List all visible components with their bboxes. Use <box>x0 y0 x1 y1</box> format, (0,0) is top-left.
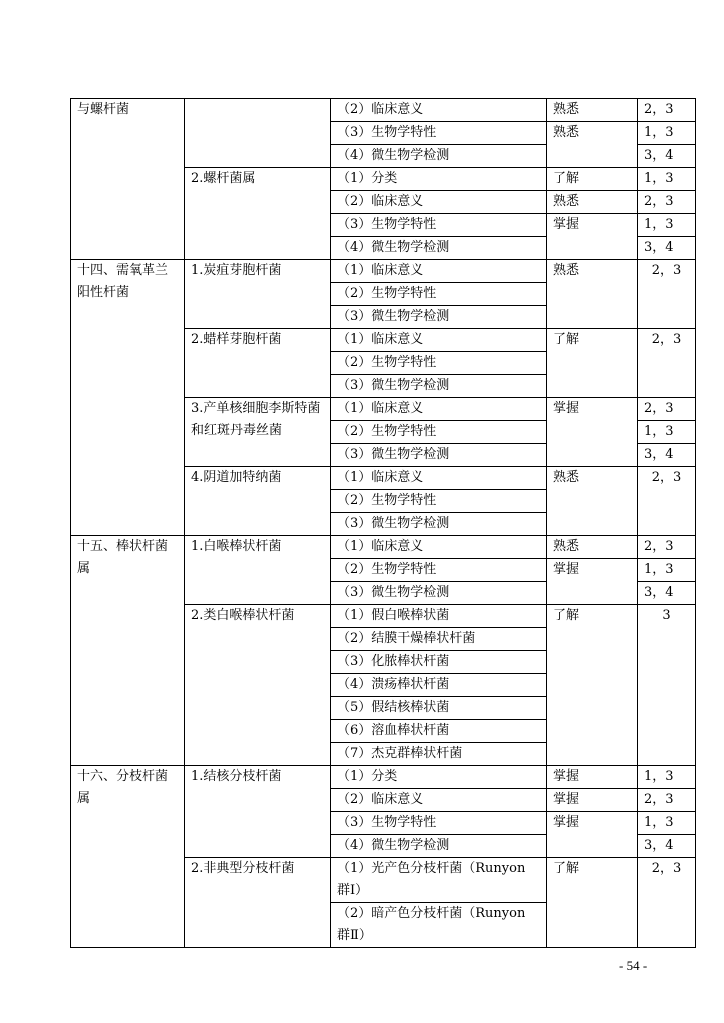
item-cell: （3）微生物学检测 <box>331 444 547 467</box>
category-cell: 3，4 <box>638 835 696 858</box>
topic-cell: 2.类白喉棒状杆菌 <box>185 605 331 766</box>
category-cell: 3，4 <box>638 145 696 168</box>
topic-cell: 1.炭疽芽胞杆菌 <box>185 260 331 329</box>
category-cell: 2，3 <box>638 329 696 398</box>
level-cell: 掌握 <box>547 214 638 260</box>
level-cell: 了解 <box>547 858 638 948</box>
item-cell: （3）微生物学检测 <box>331 375 547 398</box>
category-cell: 2，3 <box>638 536 696 559</box>
table-row <box>71 260 696 283</box>
level-cell: 掌握 <box>547 812 638 858</box>
level-cell: 熟悉 <box>547 122 638 168</box>
category-cell: 3，4 <box>638 237 696 260</box>
item-cell: （3）微生物学检测 <box>331 582 547 605</box>
category-cell: 1，3 <box>638 812 696 835</box>
category-cell: 2，3 <box>638 398 696 421</box>
level-cell: 了解 <box>547 329 638 398</box>
topic-cell: 1.结核分枝杆菌 <box>185 766 331 858</box>
item-cell: （1）假白喉棒状菌 <box>331 605 547 628</box>
table-row <box>71 536 696 559</box>
item-cell: （1）分类 <box>331 766 547 789</box>
level-cell: 熟悉 <box>547 467 638 536</box>
level-cell: 了解 <box>547 605 638 766</box>
table-row <box>71 766 696 789</box>
item-cell: （2）结膜干燥棒状杆菌 <box>331 628 547 651</box>
item-cell: （4）微生物学检测 <box>331 835 547 858</box>
level-cell: 熟悉 <box>547 99 638 122</box>
level-cell: 掌握 <box>547 559 638 605</box>
category-cell: 1，3 <box>638 168 696 191</box>
category-cell: 1，3 <box>638 559 696 582</box>
category-cell: 2，3 <box>638 858 696 948</box>
category-cell: 2，3 <box>638 467 696 536</box>
item-cell: （6）溶血棒状杆菌 <box>331 720 547 743</box>
page-number: - 54 - <box>619 958 648 973</box>
item-cell: （1）临床意义 <box>331 467 547 490</box>
category-cell: 1，3 <box>638 421 696 444</box>
topic-cell: 2.螺杆菌属 <box>185 168 331 260</box>
item-cell: （4）微生物学检测 <box>331 237 547 260</box>
item-cell: （1）光产色分枝杆菌（Runyon 群Ⅰ） <box>331 858 547 903</box>
item-cell: （1）临床意义 <box>331 329 547 352</box>
item-cell: （3）化脓棒状杆菌 <box>331 651 547 674</box>
item-cell: （2）生物学特性 <box>331 559 547 582</box>
level-cell: 熟悉 <box>547 260 638 329</box>
level-cell: 掌握 <box>547 789 638 812</box>
category-cell: 2，3 <box>638 191 696 214</box>
category-cell: 2，3 <box>638 99 696 122</box>
item-cell: （4）微生物学检测 <box>331 145 547 168</box>
item-cell: （2）临床意义 <box>331 789 547 812</box>
level-cell: 熟悉 <box>547 536 638 559</box>
item-cell: （3）微生物学检测 <box>331 513 547 536</box>
level-cell: 掌握 <box>547 766 638 789</box>
item-cell: （1）分类 <box>331 168 547 191</box>
category-cell: 3 <box>638 605 696 766</box>
topic-cell <box>185 99 331 168</box>
item-cell: （1）临床意义 <box>331 398 547 421</box>
topic-cell: 3.产单核细胞李斯特菌和红斑丹毒丝菌 <box>185 398 331 467</box>
item-cell: （3）生物学特性 <box>331 812 547 835</box>
item-cell: （3）生物学特性 <box>331 122 547 145</box>
item-cell: （1）临床意义 <box>331 260 547 283</box>
unit-cell: 十五、棒状杆菌属 <box>71 536 185 766</box>
item-cell: （3）微生物学检测 <box>331 306 547 329</box>
item-cell: （3）生物学特性 <box>331 214 547 237</box>
item-cell: （2）生物学特性 <box>331 352 547 375</box>
table-row <box>71 99 696 122</box>
level-cell: 了解 <box>547 168 638 191</box>
topic-cell: 2.非典型分枝杆菌 <box>185 858 331 948</box>
category-cell: 3，4 <box>638 444 696 467</box>
item-cell: （2）生物学特性 <box>331 421 547 444</box>
topic-cell: 2.蜡样芽胞杆菌 <box>185 329 331 398</box>
item-cell: （5）假结核棒状菌 <box>331 697 547 720</box>
item-cell: （2）临床意义 <box>331 99 547 122</box>
unit-cell: 十四、需氧革兰阳性杆菌 <box>71 260 185 536</box>
category-cell: 2，3 <box>638 789 696 812</box>
category-cell: 3，4 <box>638 582 696 605</box>
item-cell: （2）暗产色分枝杆菌（Runyon 群Ⅱ） <box>331 903 547 948</box>
item-cell: （4）溃疡棒状杆菌 <box>331 674 547 697</box>
item-cell: （7）杰克群棒状杆菌 <box>331 743 547 766</box>
level-cell: 熟悉 <box>547 191 638 214</box>
category-cell: 1，3 <box>638 766 696 789</box>
category-cell: 1，3 <box>638 214 696 237</box>
unit-cell: 与螺杆菌 <box>71 99 185 260</box>
item-cell: （2）生物学特性 <box>331 283 547 306</box>
item-cell: （2）生物学特性 <box>331 490 547 513</box>
item-cell: （2）临床意义 <box>331 191 547 214</box>
topic-cell: 1.白喉棒状杆菌 <box>185 536 331 605</box>
category-cell: 2，3 <box>638 260 696 329</box>
unit-cell: 十六、分枝杆菌属 <box>71 766 185 948</box>
topic-cell: 4.阴道加特纳菌 <box>185 467 331 536</box>
level-cell: 掌握 <box>547 398 638 467</box>
item-cell: （1）临床意义 <box>331 536 547 559</box>
syllabus-table <box>70 98 696 948</box>
category-cell: 1，3 <box>638 122 696 145</box>
